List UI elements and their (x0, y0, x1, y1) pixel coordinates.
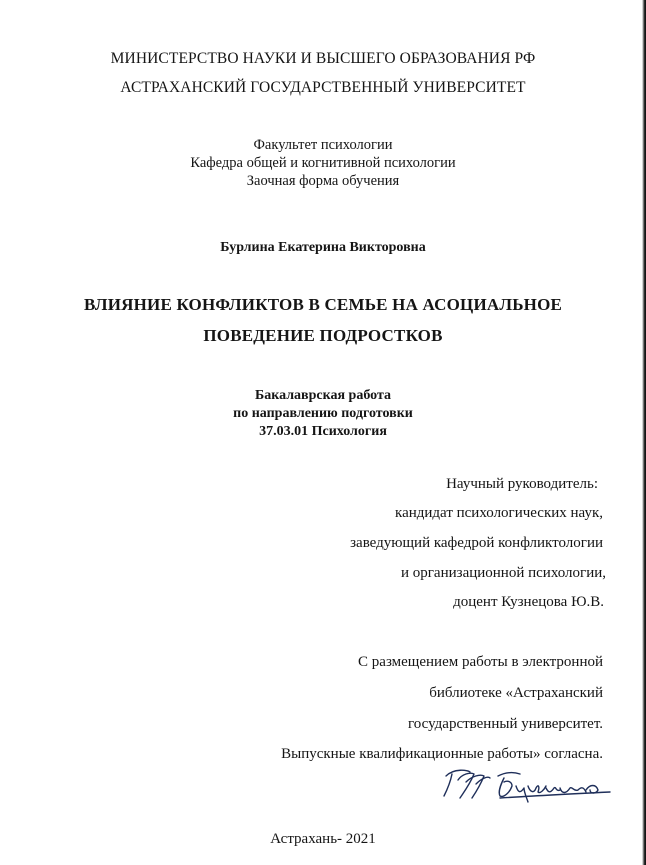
study-form-line: Заочная форма обучения (246, 173, 400, 189)
consent-line-2: библиотеке «Астраханский (429, 685, 603, 701)
direction-label: по направлению подготовки (233, 406, 413, 421)
consent-line-3: государственный университет. (407, 716, 603, 732)
author-name: Бурлина Екатерина Викторовна (220, 240, 426, 255)
direction-code: 37.03.01 Психология (259, 424, 387, 439)
supervisor-name: доцент Кузнецова Ю.В. (453, 594, 604, 610)
department-line: Кафедра общей и когнитивной психологии (190, 155, 456, 171)
thesis-title-line-2: ПОВЕДЕНИЕ ПОДРОСТКОВ (203, 326, 443, 345)
consent-line-1: С размещением работы в электронной (358, 654, 603, 670)
supervisor-degree: кандидат психологических наук, (395, 505, 603, 521)
faculty-line: Факультет психологии (253, 137, 393, 153)
city-year: Астрахань- 2021 (270, 831, 376, 847)
consent-line-4: Выпускные квалификационные работы» согласна. (281, 746, 603, 762)
ministry-line: МИНИСТЕРСТВО НАУКИ И ВЫСШЕГО ОБРАЗОВАНИЯ РФ (110, 50, 536, 67)
work-type: Бакалаврская работа (254, 388, 392, 403)
supervisor-position: заведующий кафедрой конфликтологии (350, 535, 603, 551)
supervisor-heading: Научный руководитель: (446, 476, 598, 492)
handwritten-signature (440, 762, 615, 804)
university-line: АСТРАХАНСКИЙ ГОСУДАРСТВЕННЫЙ УНИВЕРСИТЕТ (120, 79, 526, 96)
thesis-title-line-1: ВЛИЯНИЕ КОНФЛИКТОВ В СЕМЬЕ НА АСОЦИАЛЬНОЕ (83, 295, 563, 314)
supervisor-department: и организационной психологии, (401, 565, 606, 581)
